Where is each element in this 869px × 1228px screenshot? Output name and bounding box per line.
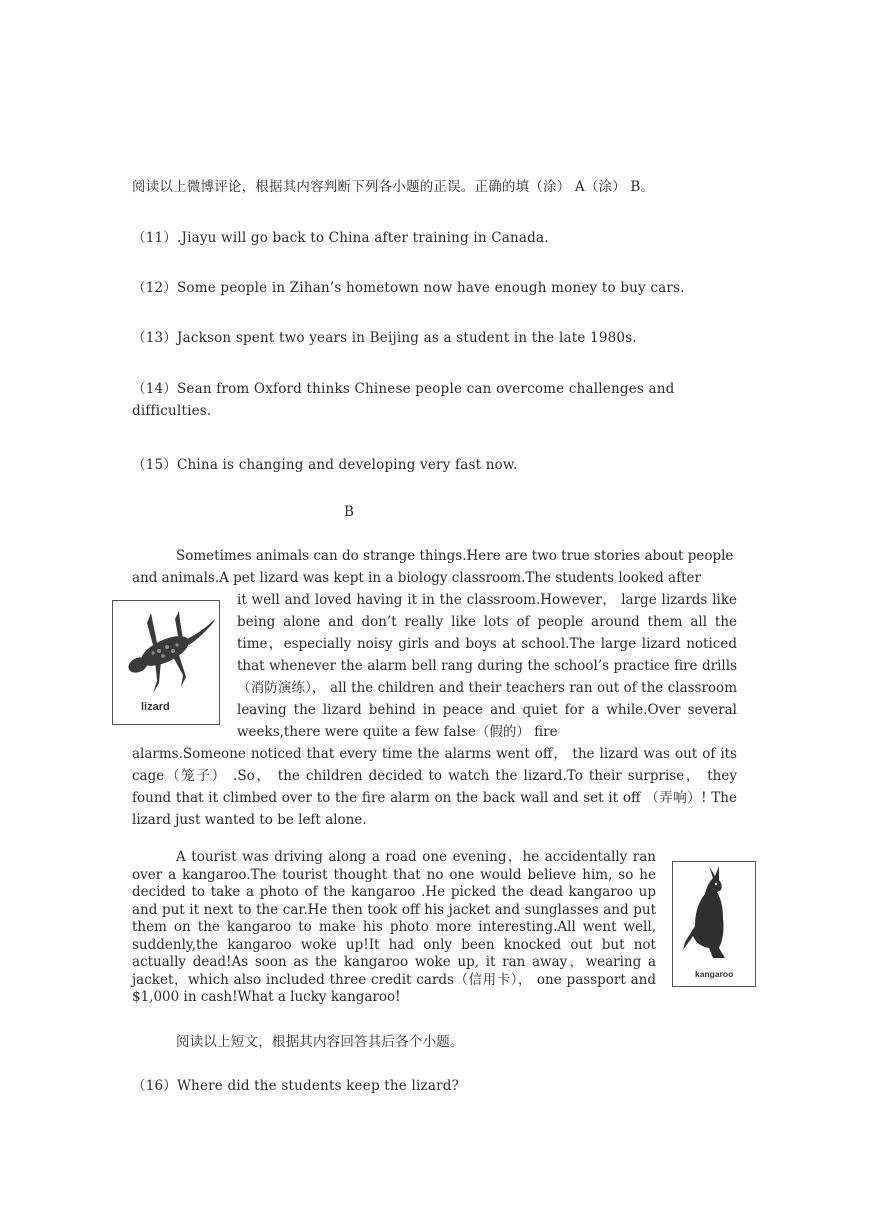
lizard-caption: lizard [141, 701, 170, 713]
question-14: （14）Sean from Oxford thinks Chinese people can overcome challenges and [132, 381, 675, 397]
story1-rest-text: alarms.Someone noticed that every time the alarms went off， the lizard was out of its cage（笼子） .So， the children decided to watch the lizard.To their surprise， they found that it climbed over to the fire alarm on the back wall and set it off （弄响）! The lizard just wanted to be left alone. [132, 746, 737, 828]
section-b-title: B [344, 504, 354, 520]
question-13: （13）Jackson spent two years in Beijing as a student in the late 1980s. [132, 330, 637, 346]
story1-wrapped-text: it well and loved having it in the classroom.However， large lizards like being alone and don’t really like lots of people around them all the time，especially noisy girls and boys at school.The large lizard noticed that whenever the alarm bell rang during the school’s practice fire drills （消防演练）， all the children and their teachers ran out of the classroom leaving the lizard behind in peace and quiet for a while.Over several weeks,there were quite a few false（假的） fire [237, 592, 737, 740]
question-15: （15）China is changing and developing very fast now. [132, 457, 518, 473]
story1-line2: and animals.A pet lizard was kept in a biology classroom.The students looked after [132, 570, 701, 586]
section-b-instruction [132, 1030, 464, 1050]
kangaroo-figure [672, 861, 756, 987]
story1-line1 [132, 545, 737, 567]
intro-instruction: 阅读以上微博评论，根据其内容判断下列各小题的正误。正确的填（涂） A（涂） B。 [132, 179, 655, 195]
question-12: （12）Some people in Zihan’s hometown now have enough money to buy cars. [132, 280, 685, 296]
kangaroo-image [673, 862, 755, 967]
question-16: （16）Where did the students keep the lizard? [132, 1078, 460, 1094]
lizard-figure [112, 600, 220, 725]
story1-line1-text: Sometimes animals can do strange things.Here are two true stories about people [176, 548, 734, 564]
kangaroo-caption: kangaroo [695, 969, 734, 979]
lizard-image [113, 601, 219, 701]
story2-body: A tourist was driving along a road one evening，he accidentally ran over a kangaroo.The tourist thought that no one would believe him, so he decided to take a photo of the kangaroo .He picked the dead kangaroo up and put it next to the car.He then took off his jacket and sunglasses and put them on the kangaroo to make his photo more interesting.All went well, suddenly,the kangaroo woke up!It had only been knocked out but not actually dead!As soon as the kangaroo woke up, it ran away，wearing a jacket，which also included three credit cards（信用卡）， one passport and $1,000 in cash!What a lucky kangaroo! [132, 849, 656, 1005]
story2-text [132, 849, 656, 1007]
question-14-continued: difficulties. [132, 403, 212, 419]
section-b-instruction-text: 阅读以上短文，根据其内容回答其后各个小题。 [176, 1034, 464, 1050]
question-11: （11）.Jiayu will go back to China after training in Canada. [132, 230, 549, 246]
